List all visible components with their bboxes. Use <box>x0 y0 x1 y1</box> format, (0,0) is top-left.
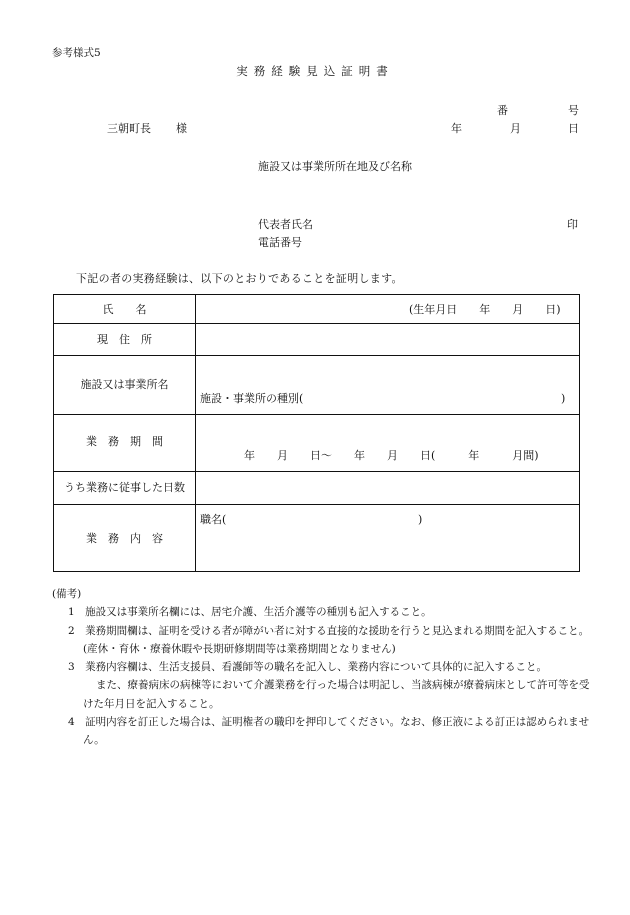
intro-text: 下記の者の実務経験は、以下のとおりであることを証明します。 <box>76 272 403 285</box>
row-divider <box>54 323 579 324</box>
days-field[interactable] <box>200 478 575 496</box>
column-divider <box>195 295 196 571</box>
number-suffix: 号 <box>568 104 579 117</box>
name-label: 氏 名 <box>102 303 147 316</box>
date-month: 月 <box>510 122 521 135</box>
facility-name-label: 施設又は事業所名 <box>80 378 169 391</box>
form-id: 参考様式5 <box>52 47 101 59</box>
content-label: 業 務 内 容 <box>86 532 163 545</box>
note-1: 1 施設又は事業所名欄には、居宅介護、生活介護等の種別も記入すること。 <box>68 606 432 619</box>
date-year: 年 <box>451 122 462 135</box>
job-title-close: ) <box>418 513 423 526</box>
period-label: 業 務 期 間 <box>86 435 163 448</box>
birthdate-field[interactable]: (生年月日 年 月 日) <box>409 303 561 316</box>
notes-section <box>52 585 592 750</box>
date-day: 日 <box>568 122 579 135</box>
note-3: 3 業務内容欄は、生活支援員、看護師等の職名を記入し、業務内容について具体的に記入すること。 <box>68 661 547 674</box>
row-divider <box>54 504 579 505</box>
row-divider <box>54 471 579 472</box>
addressee: 三朝町長 <box>107 122 151 135</box>
address-field[interactable] <box>200 331 575 349</box>
notes-heading: (備考) <box>52 588 82 600</box>
honorific: 様 <box>176 122 187 135</box>
note-4: 4 証明内容を訂正した場合は、証明権者の職印を押印してください。なお、修正液による訂正は認められません。 <box>68 716 590 747</box>
facility-address-label: 施設又は事業所所在地及び名称 <box>258 160 412 173</box>
days-label: うち業務に従事した日数 <box>64 481 185 494</box>
row-divider <box>54 414 579 415</box>
facility-type-close: ) <box>561 392 566 405</box>
phone-label: 電話番号 <box>258 236 302 249</box>
job-title-field[interactable]: 職名( <box>200 513 227 526</box>
document-title: 実務経験見込証明書 <box>236 64 394 78</box>
seal-mark: 印 <box>567 218 578 231</box>
note-3-supplement: また、療養病床の病棟等において介護業務を行った場合は明記し、当該病棟が療養病床として許可等を受けた年月日を記入すること。 <box>83 679 590 710</box>
period-field[interactable]: 年 月 日～ 年 月 日( 年 月間) <box>244 449 539 462</box>
representative-label: 代表者氏名 <box>258 218 313 231</box>
row-divider <box>54 355 579 356</box>
certificate-table <box>53 294 580 572</box>
number-label: 番 <box>497 104 508 117</box>
address-label: 現 住 所 <box>97 333 152 346</box>
note-2: 2 業務期間欄は、証明を受ける者が障がい者に対する直接的な援助を行うと見込まれる期間を記入すること。(産休・育休・療養休暇や長期研修期間等は業務期間となりません) <box>68 624 590 655</box>
facility-type-field[interactable]: 施設・事業所の種別( <box>200 392 304 405</box>
